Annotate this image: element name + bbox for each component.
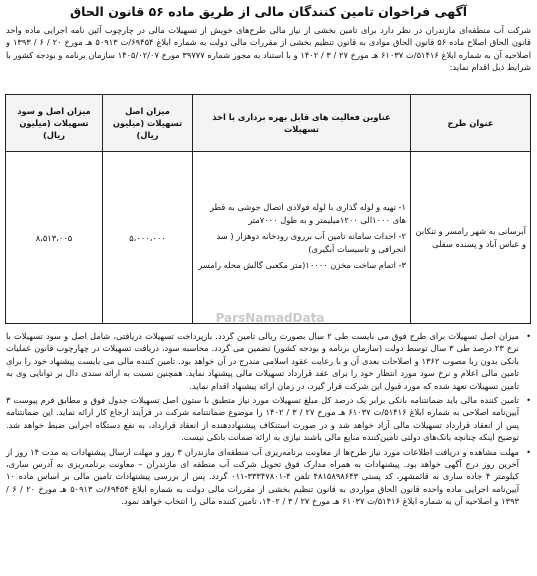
condition-text: میزان اصل تسهیلات برای طرح فوق می بایست طی ۲ سال بصورت ریالی تامین گردد. بازپرداخت تسهیلات دریافتی، شامل اصل و سود تسهیلات با نرخ ۲۳ درصد طی ۳ سال توسط دولت (سازمان برنامه و بودجه کشور) تضمین می گردد. محاسبه سود، دریافت تسهیلات در چهارچوب قانون عملیات بانکی بدون ربا مصوب ۱۳۶۲ و اصلاحات بعدی آن و با رعایت عقود اسلامی مندرج در آن خواهد بود. تامین کننده مالی می بایست پیشنهاد خود را برای تامین مالی اعلام و نرخ سود مورد انتظار خود را برای عقد قرارداد تسهیلات مالی پیشنهاد نماید. همچنین نسبت به ارائه سندی دال بر توانایی وی به تامین تسهیلات تعهد شده که مورد قبول این شرکت قرار گیرد، در زمان ارائه پیشنهاد اقدام نماید. — [6, 331, 519, 391]
table-header-row — [6, 95, 531, 152]
announcement-title: آگهی فراخوان تامین کنندگان مالی از طریق ماده ۵۶ قانون الحاق — [69, 4, 467, 19]
header-principal-interest: میزان اصل و سود تسهیلات (میلیون ریال) — [6, 95, 103, 152]
bullet-marker: • — [526, 331, 531, 341]
list-item — [6, 330, 531, 392]
principal-cell: ۵،۰۰۰،۰۰۰ — [103, 152, 193, 324]
bullet-marker: • — [526, 446, 531, 457]
header-project-title: عنوان طرح — [411, 95, 531, 152]
bullet-marker: • — [526, 395, 531, 406]
watermark: ParsNamadData — [215, 311, 325, 325]
table-row — [6, 152, 531, 324]
principal-interest-cell: ۸،۵۱۳،۰۰۵ — [6, 152, 103, 324]
project-title-cell: آبرسانی به شهر رامسر و تنکابن و عباس آباد و پسنده سفلی — [411, 152, 531, 324]
conditions-list — [6, 330, 531, 508]
list-item — [6, 446, 531, 508]
activity-item: ۱- تهیه و لوله گذاری با لوله فولادی اتصال جوشی به قطر های ۱۰۰۰الی ۱۲۰۰میلیمتر و به طول ۷۰۰۰متر — [209, 201, 406, 226]
activity-item: ۲- احداث سامانه تامین آب برروی رودخانه دوهزار ( سد انحرافی و تاسیسات آبگیری) — [216, 230, 406, 255]
intro-paragraph: شرکت آب منطقه‌ای مازندران در نظر دارد برای تامین بخشی از نیاز مالی طرح‌های خویش از تسهیلات مالی در چارچوب آئین نامه اجرایی ماده واحد قانون الحاق اصلاح ماده ۵۶ قانون الحاق موادی به قانون تنظیم بخشی از مقررات مالی دولت به شماره ابلاغ ۶۹۴۵۴/ت ۵۰۹۱۳ هـ مورخ ۲۰ / ۶ / ۱۳۹۳ و اصلاحیه آن به شماره ابلاغ ۵۱۴۱۶/ت ۶۱۰۳۷ هـ مورخ ۲۷ / ۳ / ۱۴۰۲ و با استناد به مجوز شماره ۳۹۷۷۷ مورخ ۱۴۰۵/۰۲/۰۷ سازمان برنامه و بودجه کشور با شرایط ذیل اقدام نماید: — [6, 25, 531, 73]
list-item — [6, 394, 531, 444]
condition-text: تامین کننده مالی باید ضمانتنامه بانکی برابر یک درصد کل مبلغ تسهیلات مورد نیاز متطبق با ستون اصل تسهیلات جدول فوق و مطابق فرم پیوست ۳ آیین‌نامه اصلاحی به شماره ابلاغ ۵۱۴۱۶/ت ۶۱۰۳۷ هـ مورخ ۲۷ / ۳ / ۱۴۰۲ را موضوع ضمانتنامه شرکت در فرآیند ارجاع کار ارائه نماید. این ضمانتنامه پس از انعقاد قرارداد تسهیلات مالی آزاد خواهد شد و در صورت استنکاف پیشنهاددهنده از انعقاد قرارداد، به نفع دستگاه اجرایی ضبط خواهد شد. توضیح اینکه چنانچه بانک‌های دولتی تامین‌کننده منابع مالی باشند نیازی به ارائه ضمانت بانکی نیست. — [6, 395, 519, 443]
activities-cell — [193, 152, 411, 324]
header-principal: میزان اصل تسهیلات (میلیون ریال) — [103, 95, 193, 152]
header-activities: عناوین فعالیت های قابل بهره برداری با اخذ تسهیلات — [193, 95, 411, 152]
condition-text: مهلت مشاهده و دریافت اطلاعات مورد نیاز طرح‌ها از معاونت برنامه‌ریزی آب منطقه‌ای مازندران ۳ روز و مهلت ارسال پیشنهادات به مدت ۱۴ روز از آخرین روز درج آگهی خواهد بود. پیشنهادات به همراه مدارک فوق تحویل شرکت آب منطقه ای مازندران – معاونت برنامه‌ریزی به آدرس ساری، کیلومتر ۴ جاده ساری به قائمشهر، کد پستی ۴۸۱۵۸۹۸۶۴۳ تلفن ۴-۳۳۳۴۷۸۰۱-۰۱۱ گردد. پس از بررسی پیشنهادات تامین مالی بر اساس ماده ۱۰ آیین‌نامه اجرایی ماده واحده قانون الحاق مواردی به قانون تنظیم بخشی از مقررات مالی دولت به شماره ابلاغ ۶۹۴۵۴/ت ۵۰۹۱۳ هـ مورخ ۲۰ / ۶ / ۱۳۹۳ و اصلاحیه آن به شماره ابلاغ ۵۱۴۱۶/ت ۶۱۰۳۷ هـ مورخ ۲۷ / ۳ / ۱۴۰۲، تامین کننده مالی را انتخاب خواهد نمود. — [6, 446, 519, 507]
activity-item: ۳- اتمام ساخت مخزن ۱۰۰۰۰(متر مکعبی گالش محله رامسر — [198, 259, 406, 270]
projects-table — [5, 94, 531, 324]
activities-list — [197, 201, 406, 273]
